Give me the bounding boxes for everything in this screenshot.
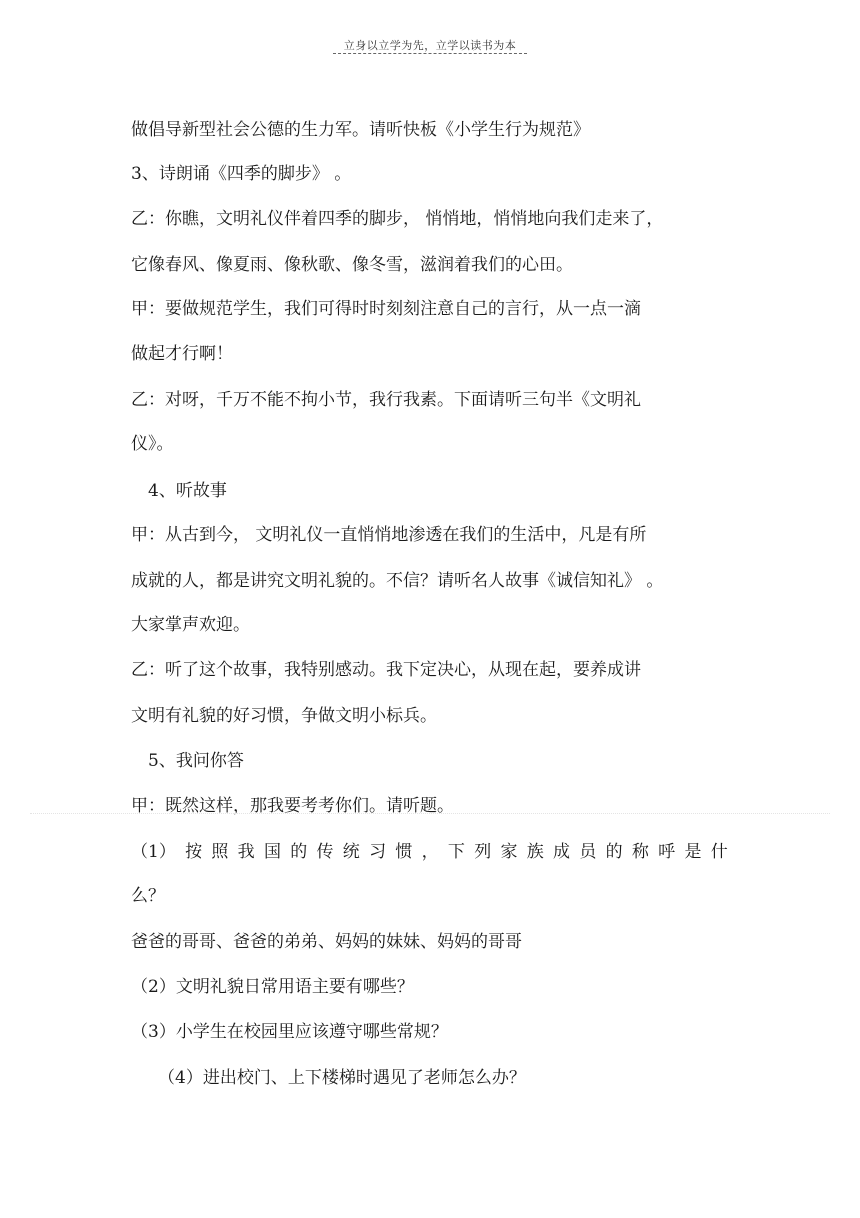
text-line: 爸爸的哥哥、爸爸的弟弟、妈妈的妹妹、妈妈的哥哥 [131, 932, 522, 952]
header-rule [333, 53, 527, 54]
question-word: 我 [237, 842, 255, 862]
question-word: 按 [185, 842, 203, 862]
text-line: 做倡导新型社会公德的生力军。请听快板《小学生行为规范》 [131, 120, 590, 140]
question-3: （3）小学生在校园里应该遵守哪些常规？ [131, 1022, 448, 1042]
question-4: （4）进出校门、上下楼梯时遇见了老师怎么办？ [158, 1068, 526, 1088]
section-heading: 4、听故事 [148, 481, 227, 501]
text-line: 成就的人，都是讲究文明礼貌的。不信？请听名人故事《诚信知礼》 。 [131, 571, 664, 591]
question-word: 传 [316, 842, 334, 862]
text-line: 仪》。 [131, 434, 174, 454]
question-word: 是 [684, 842, 702, 862]
question-word: 族 [526, 842, 544, 862]
header-text: 立身以立学为先，立学以读书为本 [343, 39, 517, 52]
question-word: 照 [211, 842, 229, 862]
question-2: （2）文明礼貌日常用语主要有哪些？ [131, 977, 414, 997]
text-line: 乙：对呀，千万不能不拘小节，我行我素。下面请听三句半《文明礼 [131, 390, 641, 410]
question-word: 的 [290, 842, 308, 862]
text-line: 大家掌声欢迎。 [131, 615, 250, 635]
question-word: 呼 [658, 842, 676, 862]
question-word: 成 [553, 842, 571, 862]
question-word: 列 [474, 842, 492, 862]
question-word: 惯 [395, 842, 413, 862]
text-line: 乙：你瞧，文明礼仪伴着四季的脚步， 悄悄地，悄悄地向我们走来了， [131, 209, 664, 229]
text-line: 乙：听了这个故事，我特别感动。我下定决心，从现在起，要养成讲 [131, 660, 641, 680]
question-word: 称 [631, 842, 649, 862]
question-label: （1） [131, 842, 176, 862]
text-line: 文明有礼貌的好习惯，争做文明小标兵。 [131, 706, 437, 726]
question-word: 的 [605, 842, 623, 862]
text-line: 甲：要做规范学生，我们可得时时刻刻注意自己的言行，从一点一滴 [131, 299, 641, 319]
question-word: 下 [447, 842, 465, 862]
text-line: 么？ [131, 886, 165, 906]
question-word: 国 [263, 842, 281, 862]
text-line: 甲：从古到今， 文明礼仪一直悄悄地渗透在我们的生活中，凡是有所 [131, 525, 647, 545]
page-break-rule [30, 813, 830, 814]
text-line: 3、诗朗诵《四季的脚步》 。 [131, 164, 352, 184]
section-heading: 5、我问你答 [148, 751, 244, 771]
question-word: 家 [500, 842, 518, 862]
question-word: 员 [579, 842, 597, 862]
question-word: ， [421, 842, 439, 862]
text-line: 它像春风、像夏雨、像秋歌、像冬雪，滋润着我们的心田。 [131, 255, 573, 275]
question-1 [131, 841, 728, 863]
question-word: 什 [710, 842, 728, 862]
question-word: 统 [342, 842, 360, 862]
question-word: 习 [369, 842, 387, 862]
text-line: 做起才行啊！ [131, 344, 233, 364]
text-line: 甲：既然这样，那我要考考你们。请听题。 [131, 796, 454, 816]
